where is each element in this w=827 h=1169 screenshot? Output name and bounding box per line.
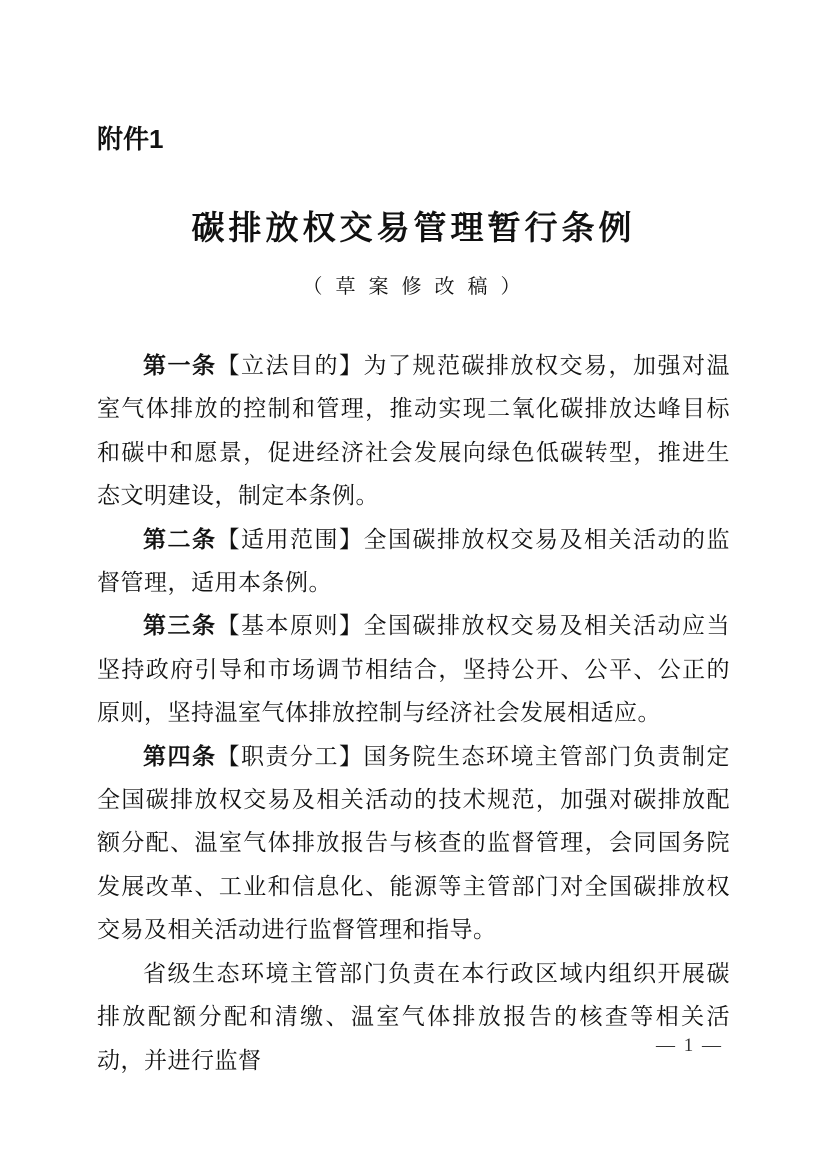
article-number: 第三条 [143,612,217,639]
article-paragraph-2 [97,518,730,605]
article-paragraph-4 [97,735,730,952]
article-text: 全国碳排放权交易及相关活动应当坚持政府引导和市场调节相结合，坚持公开、公平、公正的原则，坚持温室气体排放控制与经济社会发展相适应。 [97,613,730,726]
article-paragraph-3 [97,604,730,734]
attachment-label: 附件1 [97,124,164,154]
article-paragraph-1 [97,344,730,518]
article-tag: 【基本原则】 [216,613,364,639]
article-tag: 【职责分工】 [216,743,364,769]
article-text: 国务院生态环境主管部门负责制定全国碳排放权交易及相关活动的技术规范，加强对碳排放配额分配、温室气体排放报告与核查的监督管理，会同国务院发展改革、工业和信息化、能源等主管部门对全国碳排放权交易及相关活动进行监督管理和指导。 [97,743,730,943]
article-text: 为了规范碳排放权交易，加强对温室气体排放的控制和管理，推动实现二氧化碳排放达峰目标和碳中和愿景，促进经济社会发展向绿色低碳转型，推进生态文明建设，制定本条例。 [97,353,730,509]
page-number: — 1 — [656,1035,723,1056]
article-number: 第二条 [143,525,217,552]
paragraph-text: 省级生态环境主管部门负责在本行政区域内组织开展碳排放配额分配和清缴、温室气体排放报告的核查等相关活动，并进行监督 [97,960,730,1073]
article-number: 第四条 [143,742,217,769]
article-number: 第一条 [143,352,217,378]
document-body [97,344,730,1082]
article-tag: 【立法目的】 [216,353,364,378]
document-subtitle: （ 草 案 修 改 稿 ） [302,276,525,298]
document-title: 碳排放权交易管理暂行条例 [191,209,636,246]
body-paragraph-5 [97,952,730,1082]
article-tag: 【适用范围】 [216,526,364,552]
article-text: 全国碳排放权交易及相关活动的监督管理，适用本条例。 [97,526,730,596]
